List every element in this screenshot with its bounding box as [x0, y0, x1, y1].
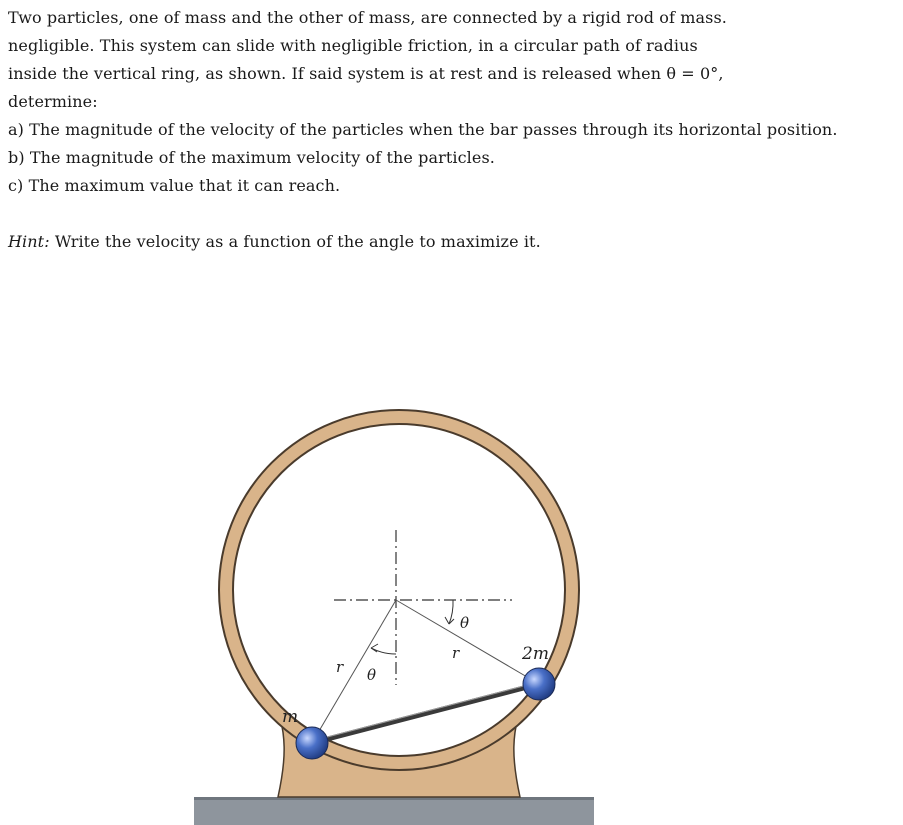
label-2m: 2m: [522, 644, 549, 664]
problem-line-2: negligible. This system can slide with negligible friction, in a circular path of radius: [8, 36, 698, 55]
label-m: m: [282, 707, 299, 727]
label-r-right: r: [452, 644, 460, 662]
problem-line-1: Two particles, one of mass and the other of mass, are connected by a rigid rod of mass.: [8, 8, 727, 27]
label-r-left: r: [336, 658, 344, 676]
hint-text: Write the velocity as a function of the angle to maximize it.: [49, 232, 541, 251]
problem-statement: [8, 4, 898, 256]
label-theta-center: θ: [367, 666, 377, 684]
problem-line-3: inside the vertical ring, as shown. If said system is at rest and is released when θ = 0°,: [8, 64, 724, 83]
mass-m-ball: [296, 727, 328, 759]
question-a: a) The magnitude of the velocity of the particles when the bar passes through its horizontal position.: [8, 120, 838, 139]
problem-line-4: determine:: [8, 92, 98, 111]
mass-2m-ball: [523, 668, 555, 700]
hint-label: Hint:: [8, 232, 50, 251]
question-c: c) The maximum value that it can reach.: [8, 176, 341, 195]
label-theta-right: θ: [460, 614, 470, 632]
ring-figure: [0, 380, 903, 825]
ground: [194, 797, 594, 825]
question-b: b) The magnitude of the maximum velocity of the particles.: [8, 148, 495, 167]
hint: [8, 228, 898, 256]
